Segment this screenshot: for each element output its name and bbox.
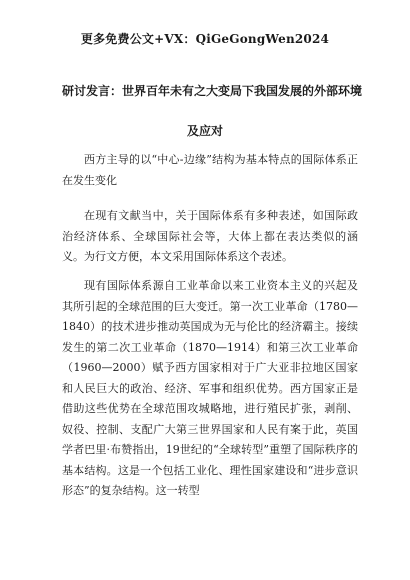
paragraph: 在现有文献当中，关于国际体系有多种表述，如国际政治经济体系、全球国际社会等，大体上都在表达类似的涵义。为行文方便，本文采用国际体系这个表述。 [62, 209, 358, 263]
document-title: 研讨发言：世界百年未有之大变局下我国发展的外部环境 [62, 84, 363, 98]
paragraph: 西方主导的以“中心-边缘”结构为基本特点的国际体系正在发生变化 [62, 153, 358, 187]
document-title-continued: 及应对 [186, 124, 223, 138]
page-header: 更多免费公文+VX：QiGeGongWen2024 [80, 32, 330, 46]
paragraph: 现有国际体系源自工业革命以来工业资本主义的兴起及其所引起的全球范围的巨大变迁。第一次工业革命（1780—1840）的技术进步推动英国成为无与伦比的经济霸主。接续发生的第二次工业革命（1870—1914）和第三次工业革命（1960—2000）赋予西方国家相对于广大亚非拉地区国家和人民巨大的政治、经济、军事和组织优势。西方国家正是借助这些优势在全球范围攻城略地，进行殖民扩张，剥削、奴役、控制、支配广大第三世界国家和人民有案于此，英国学者巴里·布赞指出，19世纪的“全球转型”重塑了国际秩序的基本结构。这是一个包括工业化、理性国家建设和“进步意识形态”的复杂结构。这一转型 [62, 279, 358, 497]
